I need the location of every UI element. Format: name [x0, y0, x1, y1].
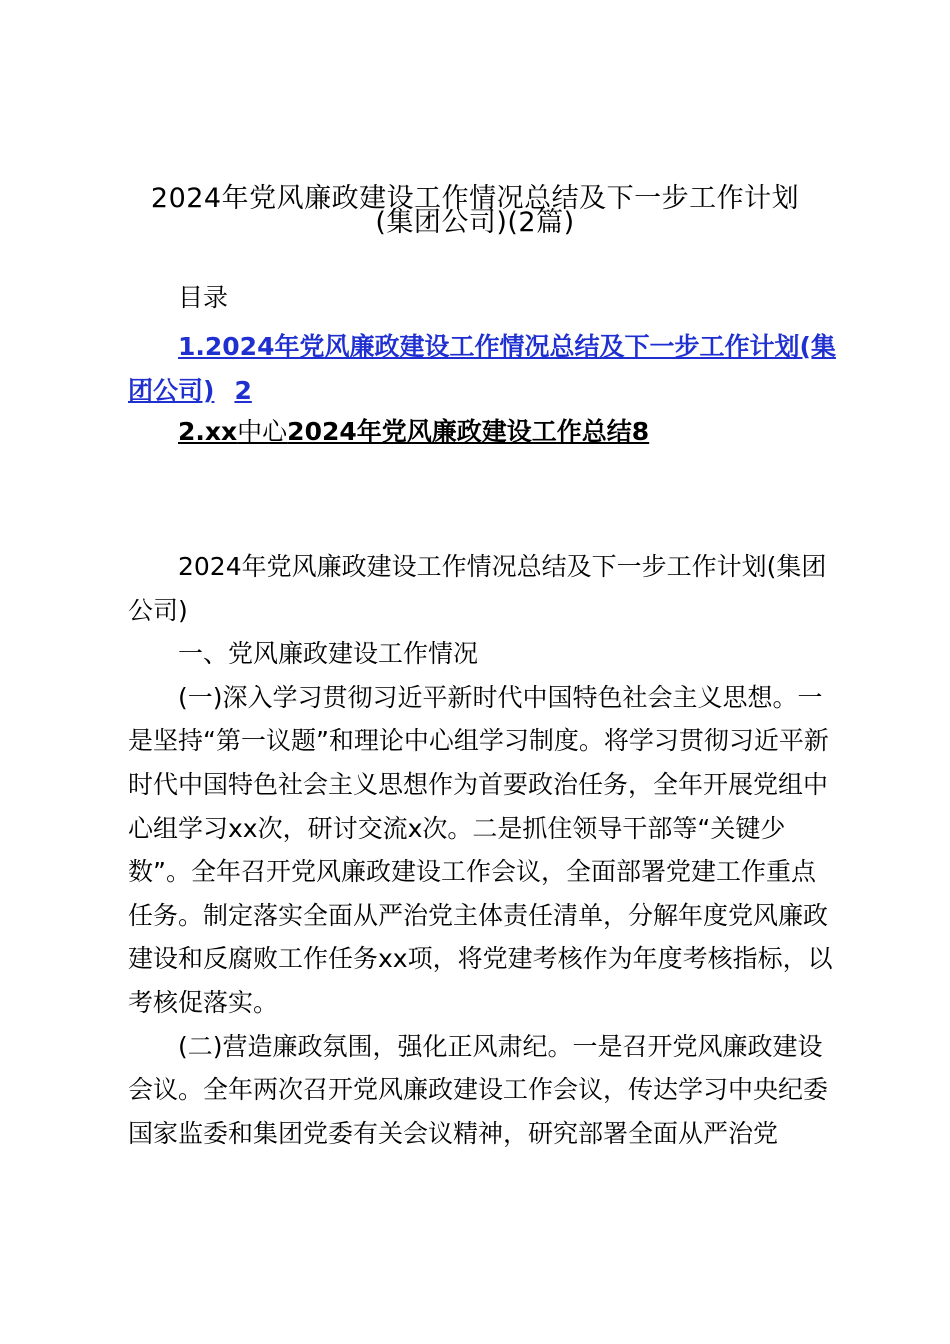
body-text [128, 545, 838, 1155]
toc-entry-2-middle: 中心 [237, 417, 288, 446]
paragraph: (二)营造廉政氛围，强化正风肃纪。一是召开党风廉政建设会议。全年两次召开党风廉政建设工作会议，传达学习中央纪委国家监委和集团党委有关会议精神，研究部署全面从严治党 [128, 1031, 829, 1148]
toc-entry-2-suffix: 2024年党风廉政建设工作总结8 [287, 417, 650, 446]
document-title-line-1: 2024年党风廉政建设工作情况总结及下一步工作计划 [150, 183, 800, 214]
toc-entry-2-link[interactable] [178, 414, 649, 450]
toc-entry-1-link[interactable] [128, 325, 838, 413]
toc-entry-2-prefix: 2.xx [178, 417, 238, 446]
toc-entry-1-text: 1.2024年党风廉政建设工作情况总结及下一步工作计划(集团公司) [128, 332, 836, 405]
paragraph: (一)深入学习贯彻习近平新时代中国特色社会主义思想。一是坚持“第一议题”和理论中心组学习制度。将学习贯彻习近平新时代中国特色社会主义思想作为首要政治任务，全年开展党组中心组学习xx次，研讨交流x次。二是抓住领导干部等“关键少数”。全年召开党风廉政建设工作会议，全面部署党建工作重点任务。制定落实全面从严治党主体责任清单，分解年度党风廉政建设和反腐败工作任务xx项，将党建考核作为年度考核指标，以考核促落实。 [128, 682, 833, 1017]
toc-entry-1-page: 2 [234, 376, 252, 405]
heading-level-1: 一、党风廉政建设工作情况 [178, 639, 479, 669]
document-title-line-2: (集团公司)(2篇) [375, 207, 575, 238]
section-title: 2024年党风廉政建设工作情况总结及下一步工作计划(集团公司) [128, 552, 827, 625]
toc-heading: 目录 [178, 283, 229, 312]
